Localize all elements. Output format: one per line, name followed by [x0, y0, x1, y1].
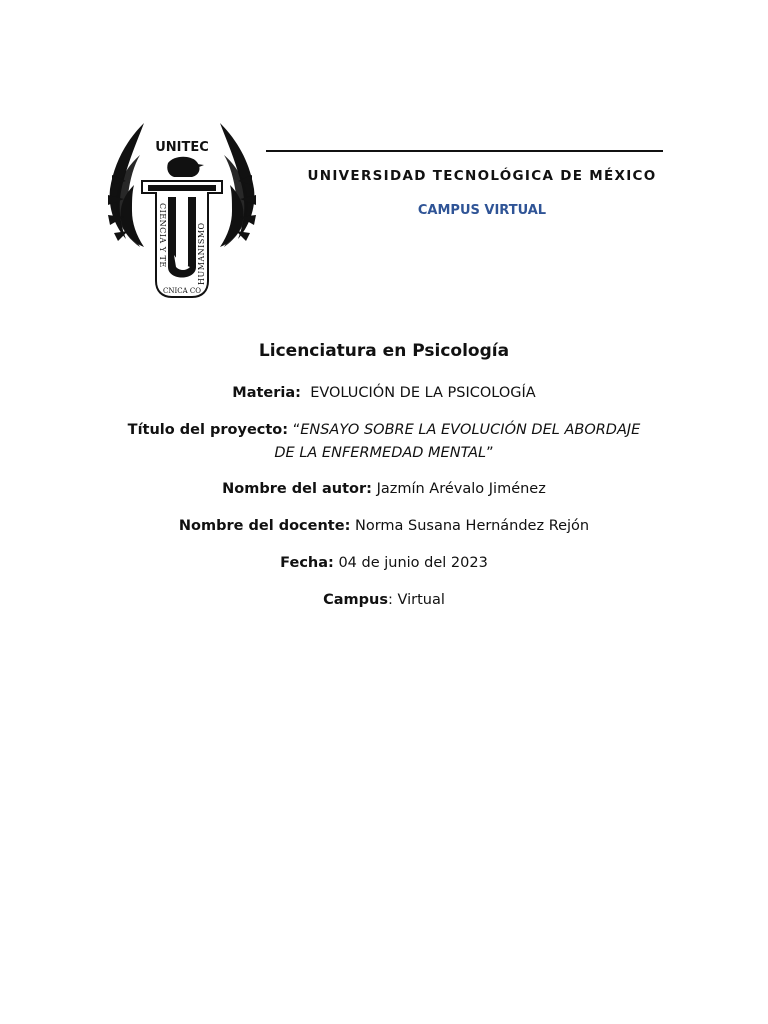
project-open-quote: “: [292, 422, 301, 439]
svg-text:HUMANISMO: HUMANISMO: [197, 222, 206, 285]
degree-title: Licenciatura en Psicología: [258, 341, 510, 361]
teacher-line: [120, 515, 648, 539]
campus-label: Campus: [323, 592, 388, 609]
campus-separator: :: [387, 592, 393, 609]
subject-line: [120, 382, 648, 406]
project-title-line: [120, 419, 648, 465]
project-label: Título del proyecto:: [127, 422, 289, 439]
project-title: ENSAYO SOBRE LA EVOLUCIÓN DEL ABORDAJE DE LA ENFERMEDAD MENTAL: [274, 422, 641, 462]
date-value: 04 de junio del 2023: [338, 555, 488, 572]
header-divider: [266, 150, 663, 152]
teacher-value: Norma Susana Hernández Rejón: [354, 518, 590, 535]
university-name: UNIVERSIDAD TECNOLÓGICA DE MÉXICO: [307, 168, 657, 184]
svg-text:CNICA CO: CNICA CO: [163, 287, 201, 295]
logo-text: UNITEC: [155, 140, 209, 155]
date-line: [120, 552, 648, 576]
author-line: [120, 478, 648, 502]
campus-value: Virtual: [397, 592, 445, 609]
author-label: Nombre del autor:: [222, 481, 372, 498]
campus-virtual-heading: CAMPUS VIRTUAL: [417, 203, 547, 218]
campus-line: [120, 589, 648, 613]
unitec-crest-icon: [104, 115, 260, 299]
subject-value: EVOLUCIÓN DE LA PSICOLOGÍA: [310, 385, 536, 402]
cover-details: [120, 340, 648, 626]
author-value: Jazmín Arévalo Jiménez: [376, 481, 546, 498]
subject-label: Materia:: [232, 385, 301, 402]
project-close-quote: ”: [486, 445, 494, 462]
date-label: Fecha:: [280, 555, 334, 572]
svg-text:CIENCIA Y TE: CIENCIA Y TE: [158, 203, 167, 268]
teacher-label: Nombre del docente:: [178, 518, 351, 535]
